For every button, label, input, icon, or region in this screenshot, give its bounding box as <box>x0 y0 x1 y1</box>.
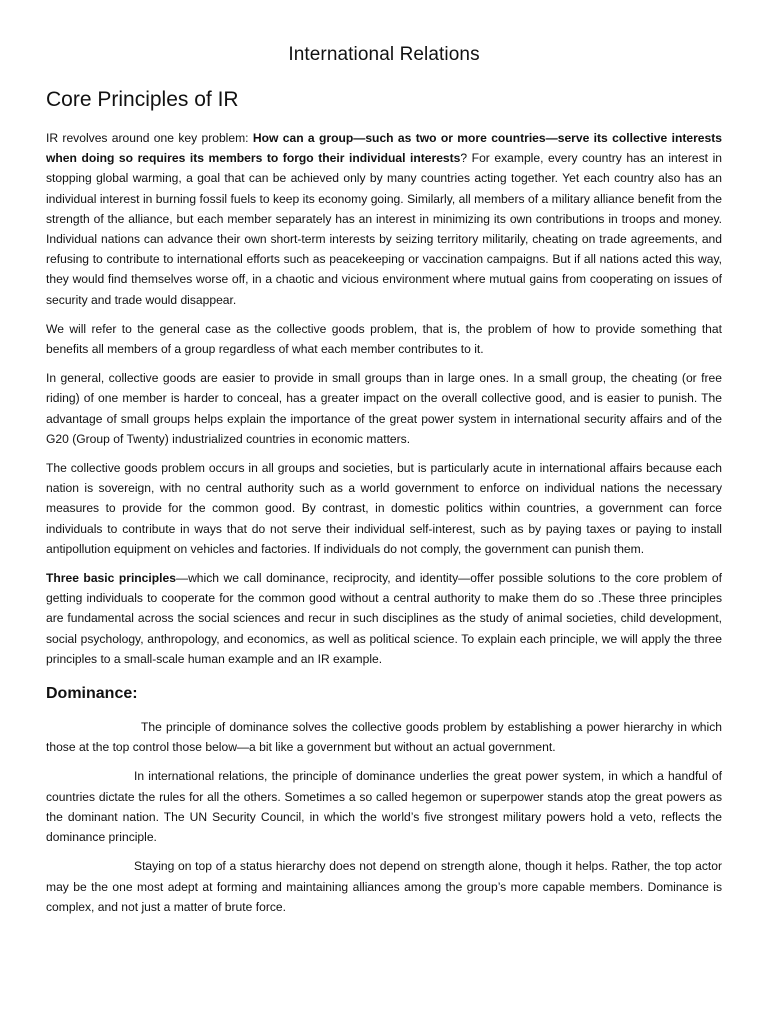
section-heading: Core Principles of IR <box>46 88 239 111</box>
paragraph-status-hierarchy: Staying on top of a status hierarchy does not depend on strength alone, though it helps. Rather, the top actor may be the one most adept at forming and maintaining alliances among the group’s more capable members. Dominance is complex, and not just a matter of brute force. <box>46 859 722 914</box>
key-problem-question: How can a group—such as two or more countries—serve its collective interests when doing so requires its members to forgo their individual interests <box>46 131 723 166</box>
paragraph-dominance-ir: In international relations, the principle of dominance underlies the great power system, in which a handful of countries dictate the rules for all the others. Sometimes a so called hegemon or superpower stands atop the great powers as the dominant nation. The UN Security Council, in which the world’s five strongest military powers hold a veto, reflects the dominance principle. <box>46 769 722 845</box>
paragraph-dominance-definition: The principle of dominance solves the collective goods problem by establishing a power hierarchy in which those at the top control those below—a bit like a government but without an actual government. <box>46 720 722 755</box>
paragraph-lead: IR revolves around one key problem: <box>46 131 253 145</box>
paragraph-rest: ? For example, every country has an interest in stopping global warming, a goal that can be achieved only by many countries acting together. Yet each country also has an individual interest in burning fossil fuels to keep its economy going. Similarly, all members of a military alliance benefit from the strength of the alliance, but each member separately has an interest in minimizing its own contributions in troops and money. Individual nations can advance their own short-term interests by seizing territory militarily, cheating on trade agreements, and refusing to contribute to international efforts such as peacekeeping or vaccination campaigns. But if all nations acted this way, they would find themselves worse off, in a chaotic and vicious environment where mutual gains from cooperating on issues of security and trade would disappear. <box>46 151 722 307</box>
paragraph-sovereignty: The collective goods problem occurs in all groups and societies, but is particularly acute in international affairs because each nation is sovereign, with no central authority such as a world government to enforce on individual nations the necessary measures to provide for the common good. By contrast, in domestic politics within countries, a government can force individuals to contribute in ways that do not serve their individual self-interest, such as by paying taxes or paying to install antipollution equipment on vehicles and factories. If individuals do not comply, the government can punish them. <box>46 461 722 556</box>
three-principles-term: Three basic principles <box>46 571 176 586</box>
paragraph-rest: —which we call dominance, reciprocity, and identity—offer possible solutions to the core problem of getting individuals to cooperate for the common good without a central authority to make them do so .These three principles are fundamental across the social sciences and recur in such disciplines as the study of animal societies, child development, social psychology, anthropology, and economics, as well as political science. To explain each principle, we will apply the three principles to a small-scale human example and an IR example. <box>46 571 722 666</box>
paragraph-small-groups: In general, collective goods are easier to provide in small groups than in large ones. In a small group, the cheating (or free riding) of one member is harder to conceal, has a greater impact on the overall collective good, and is easier to punish. The advantage of small groups helps explain the importance of the great power system in international security affairs and of the G20 (Group of Twenty) industrialized countries in economic matters. <box>46 371 722 446</box>
paragraph-three-principles <box>46 568 722 669</box>
dominance-heading: Dominance: <box>46 685 138 703</box>
paragraph-collective-goods-definition: We will refer to the general case as the collective goods problem, that is, the problem of how to provide something that benefits all members of a group regardless of what each member contributes to it. <box>46 321 722 357</box>
paragraph-key-problem <box>46 128 722 310</box>
document-title: International Relations <box>288 44 480 65</box>
